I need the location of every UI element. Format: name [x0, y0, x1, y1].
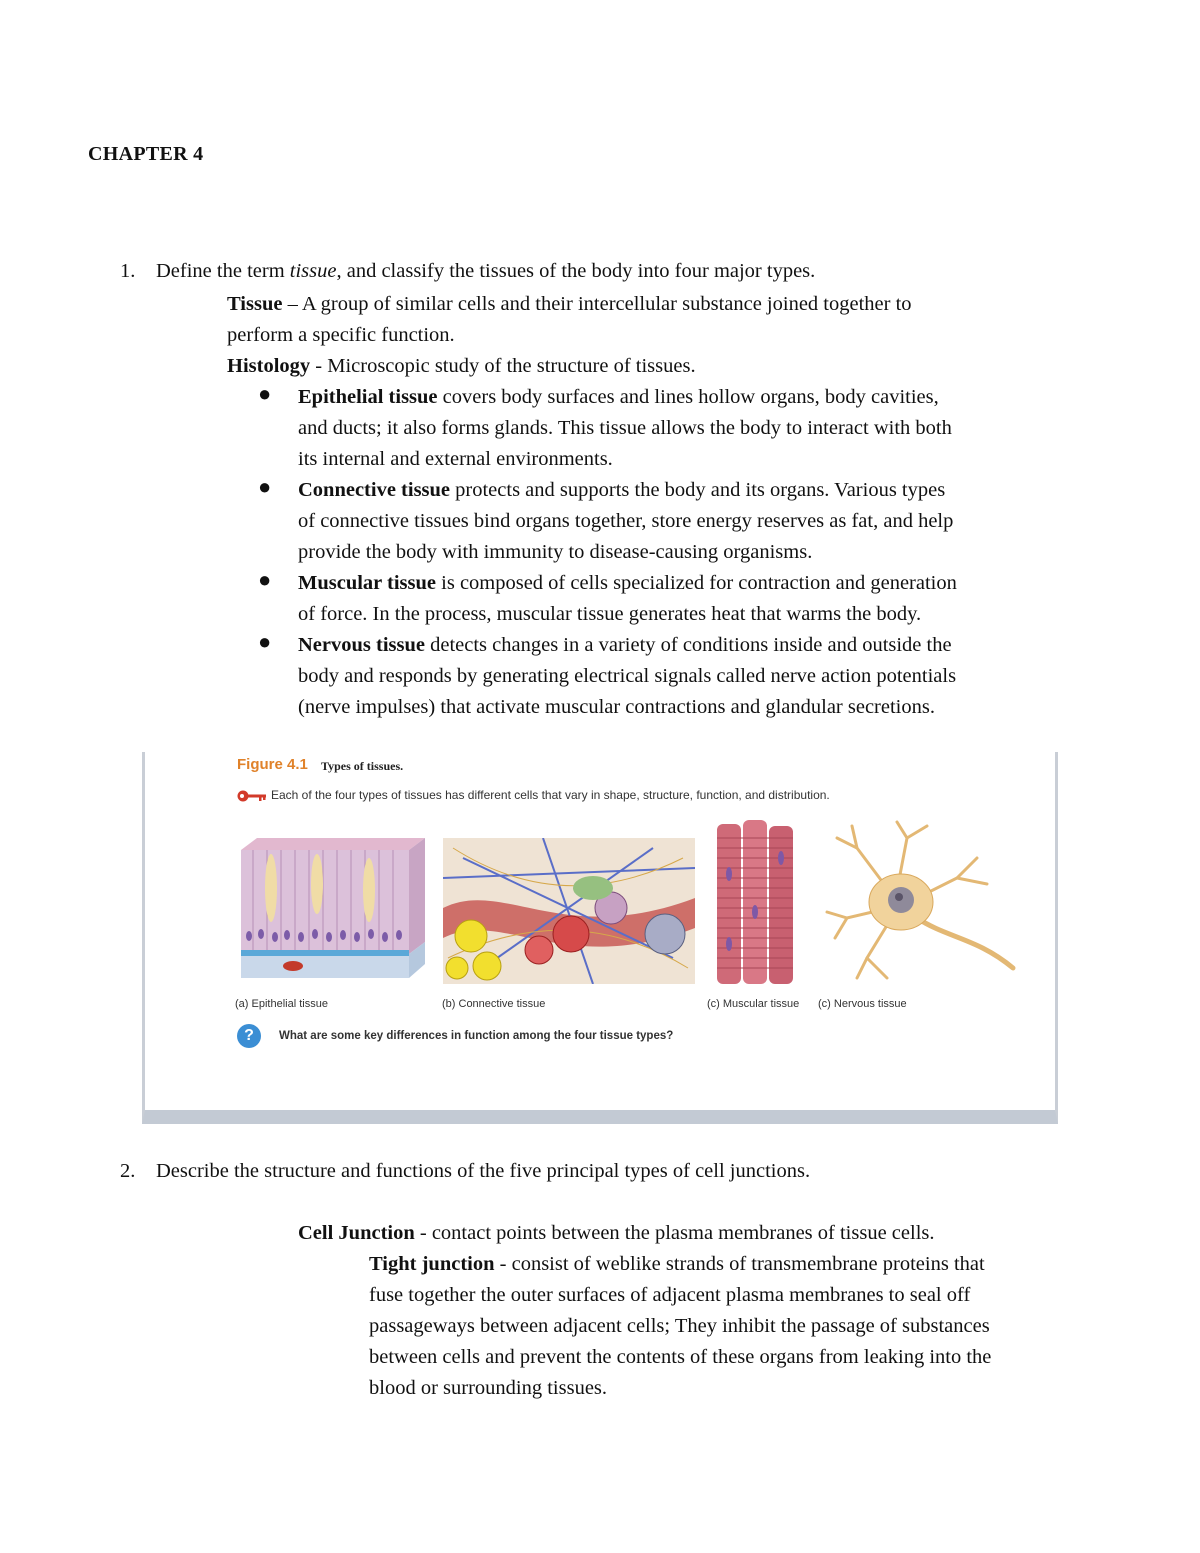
figure-title: Types of tissues.	[321, 759, 404, 773]
nervous-tissue-line2: body and responds by generating electrical signals called nerve action potentials	[298, 665, 957, 687]
question-1-number: 1.	[120, 260, 136, 282]
tight-junction-definition: Tight junction - consist of weblike strands of transmembrane proteins that	[369, 1253, 985, 1275]
epithelial-tissue-item: Epithelial tissue covers body surfaces and lines hollow organs, body cavities,	[298, 386, 939, 408]
cell-junction-definition: Cell Junction - contact points between the plasma membranes of tissue cells.	[298, 1222, 935, 1244]
connective-tissue-line3: provide the body with immunity to disease-causing organisms.	[298, 541, 813, 563]
question-2-text: Describe the structure and functions of the five principal types of cell junctions.	[156, 1160, 811, 1182]
bullet-icon: ●	[258, 567, 272, 592]
question-2-number: 2.	[120, 1160, 136, 1182]
nervous-tissue-illustration	[817, 818, 1017, 988]
figure-question: What are some key differences in function among the four tissue types?	[279, 1030, 674, 1042]
bullet-icon: ●	[258, 381, 272, 406]
histology-definition: Histology - Microscopic study of the structure of tissues.	[227, 355, 696, 377]
key-icon	[237, 790, 267, 802]
muscular-tissue-illustration	[715, 818, 795, 986]
question-icon: ?	[237, 1024, 261, 1048]
muscular-tissue-line2: of force. In the process, muscular tissue generates heat that warms the body.	[298, 603, 922, 625]
bullet-icon: ●	[258, 629, 272, 654]
figure-label: Figure 4.1	[237, 756, 308, 773]
epithelial-tissue-line3: its internal and external environments.	[298, 448, 613, 470]
tissue-definition-cont: perform a specific function.	[227, 324, 455, 346]
caption-nervous: (c) Nervous tissue	[818, 998, 907, 1010]
tissue-definition: Tissue – A group of similar cells and their intercellular substance joined together to	[227, 293, 912, 315]
caption-muscular: (c) Muscular tissue	[707, 998, 800, 1010]
tight-junction-line4: between cells and prevent the contents of these organs from leaking into the	[369, 1346, 992, 1368]
tight-junction-line2: fuse together the outer surfaces of adjacent plasma membranes to seal off	[369, 1284, 971, 1306]
epithelial-tissue-illustration	[241, 838, 425, 984]
tight-junction-line3: passageways between adjacent cells; They inhibit the passage of substances	[369, 1315, 990, 1337]
figure-key-text: Each of the four types of tissues has different cells that vary in shape, structure, function, and distribution.	[271, 788, 830, 802]
connective-tissue-line2: of connective tissues bind organs together, store energy reserves as fat, and help	[298, 510, 954, 532]
caption-connective: (b) Connective tissue	[442, 998, 546, 1010]
connective-tissue-item: Connective tissue protects and supports the body and its organs. Various types	[298, 479, 946, 501]
figure-tissue-types	[142, 752, 1058, 1124]
connective-tissue-illustration	[443, 838, 695, 984]
question-1-text: Define the term tissue, and classify the tissues of the body into four major types.	[156, 260, 816, 282]
caption-epithelial: (a) Epithelial tissue	[235, 998, 328, 1010]
epithelial-tissue-line2: and ducts; it also forms glands. This tissue allows the body to interact with both	[298, 417, 952, 439]
bullet-icon: ●	[258, 474, 272, 499]
nervous-tissue-line3: (nerve impulses) that activate muscular contractions and glandular secretions.	[298, 696, 935, 718]
nervous-tissue-item: Nervous tissue detects changes in a variety of conditions inside and outside the	[298, 634, 952, 656]
muscular-tissue-item: Muscular tissue is composed of cells specialized for contraction and generation	[298, 572, 957, 594]
chapter-heading: CHAPTER 4	[88, 143, 204, 165]
tight-junction-line5: blood or surrounding tissues.	[369, 1377, 608, 1399]
